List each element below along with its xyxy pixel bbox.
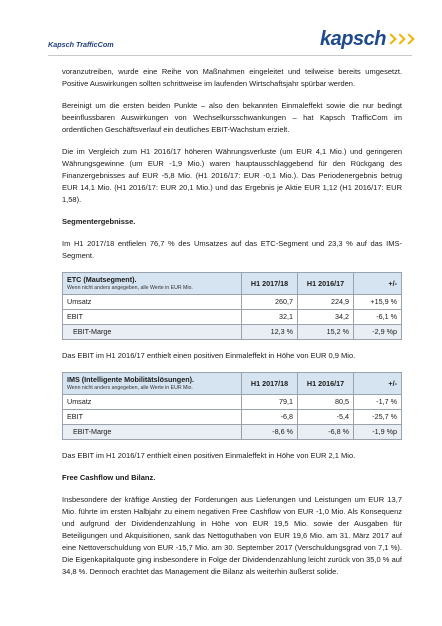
paragraph-4: Im H1 2017/18 entfielen 76,7 % des Umsatzes auf das ETC-Segment und 23,3 % auf das IMS-Segment. — [62, 239, 402, 260]
section-title-segment: Segmentergebnisse. — [62, 217, 136, 226]
paragraph-7: Insbesondere der kräftige Anstieg der Forderungen aus Lieferungen und Leistungen um EUR 13,7 Mio. führte im ersten Halbjahr zu einem negativen Free Cashflow von EUR -1,0 Mio. Als Konsequenz und aufgrund der Dividendenzahlung in Höhe von EUR 19,5 Mio. sowie der Ausgaben für Beteiligungen und Akquisitionen, sank das Nettoguthaben von EUR 19,6 Mio. am 31. März 2017 auf eine Nettoverschuldung von EUR -15,7 Mio. am 30. September 2017 (Verschuldungsgrad von 7,1 %). Die Eigenkapitalquote ging insbesondere in Folge der Dividendenzahlung leicht zurück von 35,0 % auf 34,8 %. Dennoch erachtet das Management die Bilanz als weiterhin äußerst solide. — [62, 495, 402, 576]
section-title-fcf: Free Cashflow und Bilanz. — [62, 473, 156, 482]
etc-col-h1-2016: H1 2016/17 — [298, 273, 354, 295]
etc-col-change: +/- — [354, 273, 402, 295]
etc-table-title: ETC (Mautsegment). Wenn nicht anders angegeben, alle Werte in EUR Mio. — [63, 273, 242, 295]
paragraph-5: Das EBIT im H1 2016/17 enthielt einen positiven Einmaleffekt in Höhe von EUR 0,9 Mio. — [62, 351, 356, 360]
ims-table — [62, 372, 402, 440]
etc-table — [62, 272, 402, 340]
paragraph-6: Das EBIT im H1 2016/17 enthielt einen positiven Einmaleffekt in Höhe von EUR 2,1 Mio. — [62, 451, 356, 460]
table-row: EBIT-Marge -8,6 % -6,8 % -1,9 %p — [63, 425, 402, 440]
header-divider — [48, 55, 412, 56]
table-row: EBIT-Marge 12,3 % 15,2 % -2,9 %p — [63, 325, 402, 340]
ims-col-change: +/- — [354, 373, 402, 395]
etc-table-header — [63, 273, 402, 295]
table-row: Umsatz 79,1 80,5 -1,7 % — [63, 395, 402, 410]
ims-col-h1-2017: H1 2017/18 — [242, 373, 298, 395]
ims-table-title: IMS (Intelligente Mobilitätslösungen). Wenn nicht anders angegeben, alle Werte in EUR Mio. — [63, 373, 242, 395]
page-header — [0, 0, 442, 62]
kapsch-logo — [320, 28, 414, 50]
table-row: EBIT -6,8 -5,4 -25,7 % — [63, 410, 402, 425]
ims-table-header — [63, 373, 402, 395]
brand-name: Kapsch TrafficCom — [48, 40, 114, 49]
document-body — [62, 66, 402, 588]
etc-table-subtitle: Wenn nicht anders angegeben, alle Werte in EUR Mio. — [67, 285, 193, 291]
paragraph-1: voranzutreiben, wurde eine Reihe von Maßnahmen eingeleitet und teilweise bereits umgesetzt. Positive Auswirkungen sollten schrittweise im laufenden Wirtschaftsjahr spürbar werden. — [62, 67, 402, 88]
logo-text: kapsch — [320, 27, 386, 50]
etc-col-h1-2017: H1 2017/18 — [242, 273, 298, 295]
table-row: Umsatz 260,7 224,9 +15,9 % — [63, 295, 402, 310]
ims-table-subtitle: Wenn nicht anders angegeben, alle Werte in EUR Mio. — [67, 385, 193, 391]
paragraph-3: Die im Vergleich zum H1 2016/17 höheren Währungsverluste (um EUR 4,1 Mio.) und geringeren Währungsgewinne (um EUR -1,9 Mio.) waren hauptausschlaggebend für den Rückgang des Finanzergebnisses auf EUR -5,8 Mio. (H1 2016/17: EUR -0,1 Mio.). Das Periodenergebnis betrug EUR 14,1 Mio. (H1 2016/17: EUR 20,1 Mio.) und das Ergebnis je Aktie EUR 1,12 (H1 2016/17: EUR 1,58). — [62, 147, 402, 204]
paragraph-2: Bereinigt um die ersten beiden Punkte – also den bekannten Einmaleffekt sowie die nur bedingt beeinflussbaren Auswirkungen von Wechselkursschwankungen – hat Kapsch TrafficCom im ordentlichen Geschäftsverlauf ein deutliches EBIT-Wachstum erzielt. — [62, 101, 402, 134]
ims-col-h1-2016: H1 2016/17 — [298, 373, 354, 395]
table-row: EBIT 32,1 34,2 -6,1 % — [63, 310, 402, 325]
chevron-icon — [387, 33, 414, 45]
